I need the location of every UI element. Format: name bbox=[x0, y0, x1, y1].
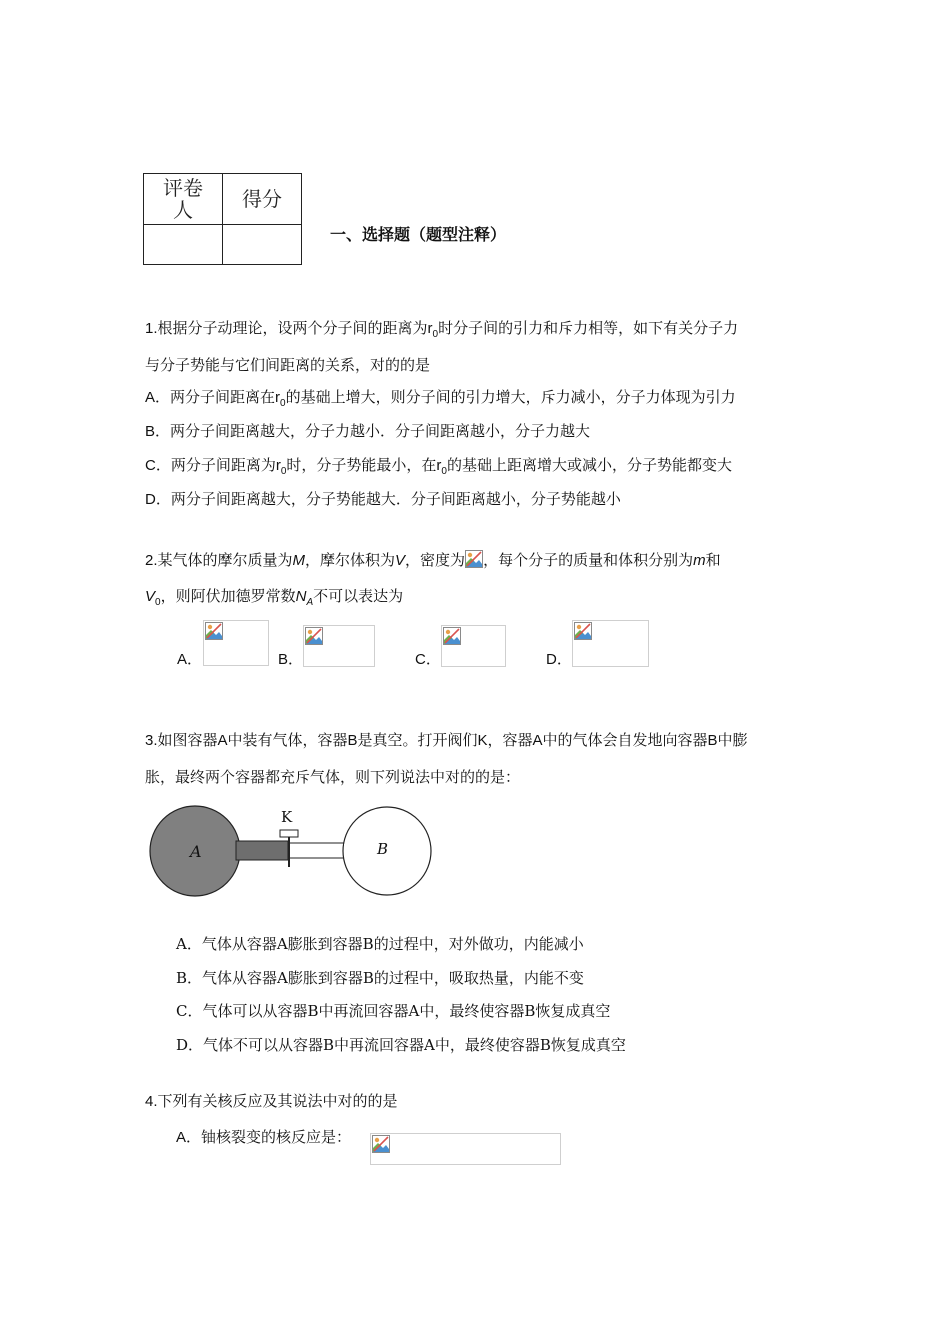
q1-option-c: C．两分子间距离为$r_0$时，分子势能最小，在$r_0$的基础上距离增大或减小，分子势能都变大 bbox=[145, 457, 732, 477]
q3-option-a: A．气体从容器A膨胀到容器B的过程中，对外做功，内能减小 bbox=[176, 935, 584, 953]
valve-handle bbox=[280, 830, 298, 837]
q2-option-d-label: D． bbox=[546, 651, 572, 668]
q3-line1: 3.如图容器A中装有气体，容器B是真空。打开阀们K，容器A中的气体会自发地向容器B中膨 bbox=[145, 732, 748, 749]
q4-line1: 4.下列有关核反应及其说法中对的的是 bbox=[145, 1093, 398, 1110]
reviewer-cell bbox=[144, 225, 223, 265]
q4-option-a: A．铀核裂变的核反应是： bbox=[176, 1129, 352, 1146]
q2-option-a-label: A． bbox=[177, 651, 203, 668]
broken-image-icon bbox=[443, 627, 461, 645]
broken-image-icon bbox=[305, 627, 323, 645]
q1-line2: 与分子势能与它们间距离的关系，对的的是 bbox=[145, 357, 431, 374]
q2-option-c-label: C． bbox=[415, 651, 441, 668]
q1-line1: 1.根据分子动理论，设两个分子间的距离为$r_0$时分子间的引力和斥力相等，如下有关分子力 bbox=[145, 320, 739, 340]
q3-option-d: D．气体不可以从容器B中再流回容器A中，最终使容器B恢复成真空 bbox=[176, 1036, 626, 1054]
broken-image-icon bbox=[205, 622, 223, 640]
q2-option-b-label: B． bbox=[278, 651, 304, 668]
score-cell bbox=[223, 225, 302, 265]
q1-option-b: B．两分子间距离越大，分子力越小．分子间距离越小，分子力越大 bbox=[145, 423, 591, 440]
label-k: K bbox=[281, 808, 293, 826]
broken-image-icon bbox=[372, 1135, 390, 1153]
q1-option-d: D．两分子间距离越大，分子势能越大．分子间距离越小，分子势能越小 bbox=[145, 491, 621, 508]
tube-a bbox=[236, 841, 288, 860]
q2-option-d-image bbox=[572, 620, 649, 667]
q3-line2: 胀，最终两个容器都充斥气体，则下列说法中对的的是： bbox=[145, 769, 521, 786]
score-table bbox=[143, 173, 302, 265]
q3-option-c: C．气体可以从容器B中再流回容器A中，最终使容器B恢复成真空 bbox=[176, 1002, 611, 1020]
q2-line1: 2.某气体的摩尔质量为M，摩尔体积为V，密度为 ，每个分子的质量和体积分别为m和 bbox=[145, 552, 721, 569]
q2-option-c-image bbox=[441, 625, 506, 667]
q2-option-b-image bbox=[303, 625, 375, 667]
q4-option-a-image bbox=[370, 1133, 561, 1165]
density-image-icon bbox=[465, 550, 483, 568]
q2-option-a-image bbox=[203, 620, 269, 666]
q2-line2: $V_0$，则阿伏加德罗常数$N_A$不可以表达为 bbox=[145, 588, 404, 608]
broken-image-icon bbox=[574, 622, 592, 640]
reviewer-header: 评卷人 bbox=[144, 174, 223, 225]
section-title: 一、选择题（题型注释） bbox=[330, 225, 507, 244]
q3-option-b: B．气体从容器A膨胀到容器B的过程中，吸取热量，内能不变 bbox=[176, 969, 584, 987]
container-figure bbox=[140, 800, 440, 905]
label-a: A bbox=[190, 842, 202, 861]
q1-option-a: A．两分子间距离在$r_0$的基础上增大，则分子间的引力增大，斥力减小，分子力体现为引力 bbox=[145, 389, 736, 409]
score-header: 得分 bbox=[223, 174, 302, 225]
label-b: B bbox=[377, 840, 389, 858]
